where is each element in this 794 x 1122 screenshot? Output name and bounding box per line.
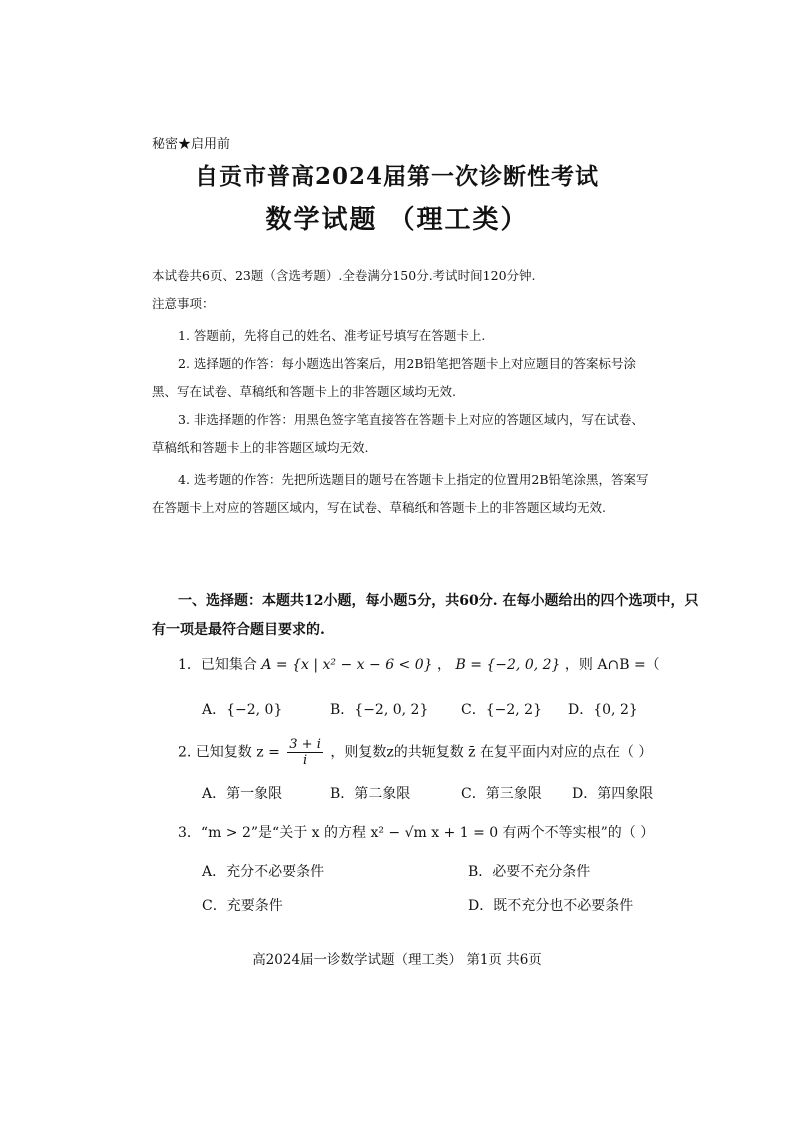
confidential-label: 秘密★启用前 [152, 137, 231, 152]
notice-item-4: 4. 选考题的作答：先把所选题目的题号在答题卡上指定的位置用2B铅笔涂黑，答案写 [178, 472, 649, 487]
notice-item-1: 1. 答题前，先将自己的姓名、准考证号填写在答题卡上. [178, 328, 486, 343]
question-1-prefix: 1．已知集合 [178, 657, 257, 673]
subject-title: 数学试题 （理工类） [265, 205, 529, 235]
fraction-denominator: i [302, 753, 308, 768]
exam-title: 自贡市普高2024届第一次诊断性考试 [194, 163, 599, 190]
notice-item-3-cont: 草稿纸和答题卡上的非答题区域均无效. [152, 440, 369, 455]
fraction-numerator: 3 + i [289, 737, 321, 752]
q2-option-d: D．第四象限 [572, 786, 654, 802]
question-1-mid: ， [437, 657, 452, 673]
notice-item-3: 3. 非选择题的作答：用黑色签字笔直接答在答题卡上对应的答题区域内，写在试卷、 [178, 412, 644, 427]
question-2-suffix: ，则复数z的共轭复数 z̄ 在复平面内对应的点在（ ） [330, 744, 653, 761]
q2-option-a: A．第一象限 [202, 786, 283, 802]
question-1 [178, 654, 660, 674]
notice-item-4-cont: 在答题卡上对应的答题区域内，写在试卷、草稿纸和答题卡上的非答题区域均无效. [152, 500, 606, 515]
question-2 [178, 737, 652, 768]
set-b-expression: B = {−2, 0, 2} [455, 657, 561, 673]
notice-item-2: 2. 选择题的作答：每小题选出答案后，用2B铅笔把答题卡上对应题目的答案标号涂 [178, 356, 637, 371]
page-footer: 高2024届一诊数学试题（理工类） 第1页 共6页 [252, 952, 542, 968]
q1-option-b: B．{−2, 0, 2} [330, 702, 429, 718]
q2-option-b: B．第二象限 [330, 786, 411, 802]
q1-option-a: A．{−2, 0} [202, 702, 283, 718]
q1-option-d: D．{0, 2} [568, 702, 638, 718]
section-heading-cont: 有一项是最符合题目要求的. [152, 622, 325, 638]
q3-option-a: A．充分不必要条件 [202, 864, 325, 880]
q1-option-c: C．{−2, 2} [461, 702, 542, 718]
set-a-expression: A = {x | x² − x − 6 < 0} [261, 657, 433, 673]
notice-item-2-cont: 黑、写在试卷、草稿纸和答题卡上的非答题区域均无效. [152, 384, 456, 399]
q2-option-c: C．第三象限 [461, 786, 542, 802]
q3-option-b: B．必要不充分条件 [468, 864, 591, 880]
notice-heading: 注意事项： [152, 296, 215, 311]
question-3: 3．“m > 2”是“关于 x 的方程 x² − √m x + 1 = 0 有两个不等实根”的（ ） [178, 825, 655, 841]
q3-option-d: D．既不充分也不必要条件 [468, 898, 634, 914]
question-2-prefix: 2. 已知复数 z = [178, 744, 280, 761]
fraction [287, 737, 323, 768]
section-heading: 一、选择题：本题共12小题，每小题5分，共60分. 在每小题给出的四个选项中，只 [178, 593, 699, 609]
question-1-suffix: ，则 A∩B =（ [564, 657, 660, 673]
exam-intro: 本试卷共6页、23题（含选考题）.全卷满分150分.考试时间120分钟. [152, 268, 536, 283]
q3-option-c: C．充要条件 [202, 898, 283, 914]
